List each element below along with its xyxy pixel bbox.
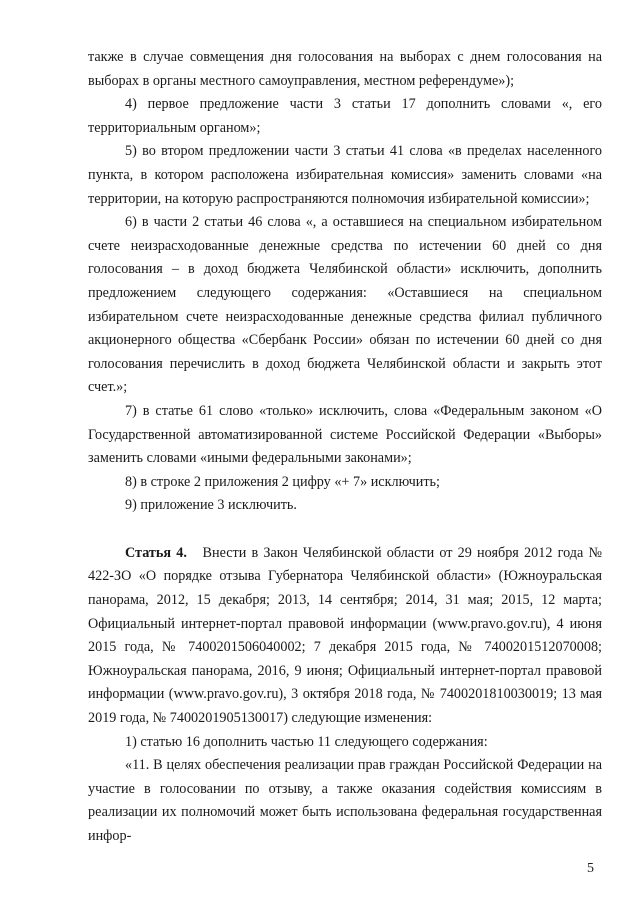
article-4-label: Статья 4. [125, 544, 187, 561]
paragraph-item-8: 8) в строке 2 приложения 2 цифру «+ 7» исключить; [125, 473, 440, 490]
amendment-item-1: 1) статью 16 дополнить частью 11 следующего содержания: [125, 733, 488, 750]
amendment-quote: «11. В целях обеспечения реализации прав граждан Российской Федерации на участие в голосовании по отзыву, а также оказания содействия комиссиям в реализации их полномочий может быть использована федеральная государственная инфор- [88, 757, 602, 844]
paragraph-item-6: 6) в части 2 статьи 46 слова «, а оставшиеся на специальном избирательном счете неизрасходованные денежные средства по истечении 60 дней со дня голосования – в доход бюджета Челябинской области» исключить, дополнить предложением следующего содержания: «Оставшиеся на специальном избирательном счете неизрасходованные денежные средства филиал публичного акционерного общества «Сбербанк России» обязан по истечении 60 дней со дня голосования перечислить в доход бюджета Челябинской области и закрыть этот счет.»; [88, 214, 602, 396]
paragraph-continuation: также в случае совмещения дня голосования на выборах с днем голосования на выборах в органы местного самоуправления, местном референдуме»); [88, 49, 602, 89]
article-4-paragraph [88, 542, 602, 731]
paragraph-item-5: 5) во втором предложении части 3 статьи 41 слова «в пределах населенного пункта, в котором расположена избирательная комиссия» заменить словами «на территории, на которую распространяются полномочия избирательной комиссии»; [88, 143, 602, 207]
paragraph-item-7: 7) в статье 61 слово «только» исключить, слова «Федеральным законом «О Государственной автоматизированной системе Российской Федерации «Выборы» заменить словами «иными федеральными законами»; [88, 402, 602, 467]
page-number: 5 [587, 861, 594, 876]
article-4-text: Внести в Закон Челябинской области от 29 ноября 2012 года № 422-ЗО «О порядке отзыва Губернатора Челябинской области» (Южноуральская панорама, 2012, 15 декабря; 2013, 14 сентября; 2014, 31 мая; 2015, 12 марта; Официальный интернет-портал правовой информации (www.pravo.gov.ru), 4 июня 2015 года, № 7400201506040002; 7 декабря 2015 года, № 7400201512070008; Южноуральская панорама, 2016, 9 июня; Официальный интернет-портал правовой информации (www.pravo.gov.ru), 3 октября 2018 года, № 7400201810030019; 13 мая 2019 года, № 7400201905130017) следующие изменения: [88, 544, 603, 727]
paragraph-item-9: 9) приложение 3 исключить. [125, 497, 297, 514]
paragraph-item-4: 4) первое предложение части 3 статьи 17 дополнить словами «, его территориальным органом»; [88, 96, 602, 136]
document-body [88, 46, 602, 849]
